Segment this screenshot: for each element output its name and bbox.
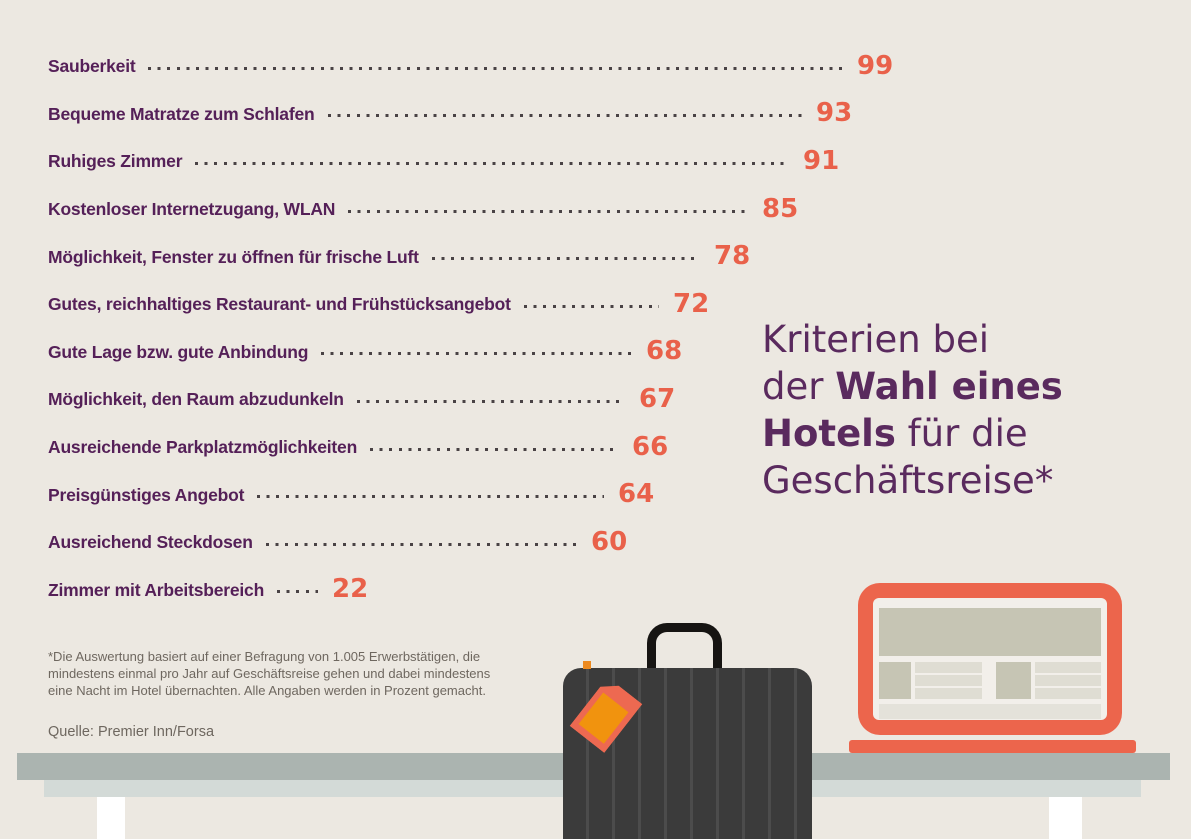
- chart-row: [48, 91, 853, 139]
- criterion-label: Kostenloser Internetzugang, WLAN: [48, 199, 336, 220]
- criterion-label: Gutes, reichhaltiges Restaurant- und Frühstücksangebot: [48, 294, 511, 315]
- webpage-image-block: [996, 662, 1031, 699]
- dot-leader: [432, 257, 700, 260]
- criterion-value: 85: [762, 193, 799, 224]
- title-line: der Wahl eines: [762, 365, 1063, 408]
- dot-leader: [328, 114, 803, 117]
- dot-leader: [321, 352, 632, 355]
- chart-row: [48, 186, 799, 234]
- title-line: Geschäftsreise*: [762, 459, 1054, 502]
- chart-row: [48, 519, 628, 567]
- webpage-image-block: [879, 662, 911, 699]
- chart-row: [48, 424, 669, 472]
- dot-leader: [277, 590, 318, 593]
- criterion-value: 22: [332, 574, 369, 605]
- chart-row: [48, 233, 751, 281]
- dot-leader: [266, 543, 577, 546]
- dot-leader: [357, 400, 625, 403]
- webpage-content-row: [879, 662, 1101, 699]
- laptop-base: [849, 740, 1136, 753]
- footnote-text: *Die Auswertung basiert auf einer Befragung von 1.005 Erwerbstätigen, die mindestens einmal pro Jahr auf Geschäftsreise gehen und dabei mindestens eine Nacht im Hotel übernachten. Alle Angaben werden in Prozent gemacht.: [48, 649, 491, 698]
- title-line: Hotels für die: [762, 412, 1028, 455]
- criterion-label: Sauberkeit: [48, 56, 136, 77]
- criterion-label: Möglichkeit, den Raum abzudunkeln: [48, 389, 344, 410]
- chart-row: [48, 471, 655, 519]
- criterion-label: Ausreichende Parkplatzmöglichkeiten: [48, 437, 358, 458]
- criterion-value: 72: [673, 288, 710, 319]
- criterion-value: 91: [803, 145, 840, 176]
- luggage-tag-anchor: [583, 661, 591, 669]
- chart-row: [48, 376, 676, 424]
- chart-row: [48, 43, 894, 91]
- criterion-label: Möglichkeit, Fenster zu öffnen für frische Luft: [48, 246, 419, 267]
- criterion-label: Preisgünstiges Angebot: [48, 484, 245, 505]
- webpage-text-lines: [915, 662, 982, 699]
- criterion-value: 60: [591, 526, 628, 557]
- laptop-illustration: [858, 583, 1122, 735]
- criterion-label: Ruhiges Zimmer: [48, 151, 183, 172]
- chart-row: [48, 329, 683, 377]
- webpage-footer-strip: [879, 704, 1101, 719]
- criterion-value: 78: [714, 240, 751, 271]
- page-title: [762, 316, 1122, 504]
- criterion-value: 99: [857, 50, 894, 81]
- dot-leader: [148, 67, 843, 70]
- dot-leader: [370, 448, 618, 451]
- table-leg-left: [97, 797, 125, 839]
- criterion-label: Bequeme Matratze zum Schlafen: [48, 103, 315, 124]
- webpage-header-block: [879, 608, 1101, 656]
- webpage-text-lines: [1035, 662, 1102, 699]
- criterion-value: 67: [639, 383, 676, 414]
- criterion-value: 93: [816, 98, 853, 129]
- chart-row: [48, 281, 710, 329]
- chart-row: [48, 567, 369, 615]
- criterion-label: Gute Lage bzw. gute Anbindung: [48, 341, 309, 362]
- table-leg-right: [1049, 797, 1082, 839]
- chart-row: [48, 138, 840, 186]
- criterion-label: Zimmer mit Arbeitsbereich: [48, 579, 265, 600]
- laptop-screen: [873, 598, 1107, 720]
- dot-leader: [195, 162, 789, 165]
- dot-leader: [348, 210, 748, 213]
- criterion-value: 64: [618, 478, 655, 509]
- criterion-value: 68: [646, 336, 683, 367]
- suitcase-handle: [647, 623, 722, 669]
- dot-leader: [257, 495, 604, 498]
- criterion-label: Ausreichend Steckdosen: [48, 532, 253, 553]
- title-line: Kriterien bei: [762, 318, 990, 361]
- source-text: Quelle: Premier Inn/Forsa: [48, 724, 215, 740]
- dot-leader: [524, 305, 659, 308]
- criterion-value: 66: [632, 431, 669, 462]
